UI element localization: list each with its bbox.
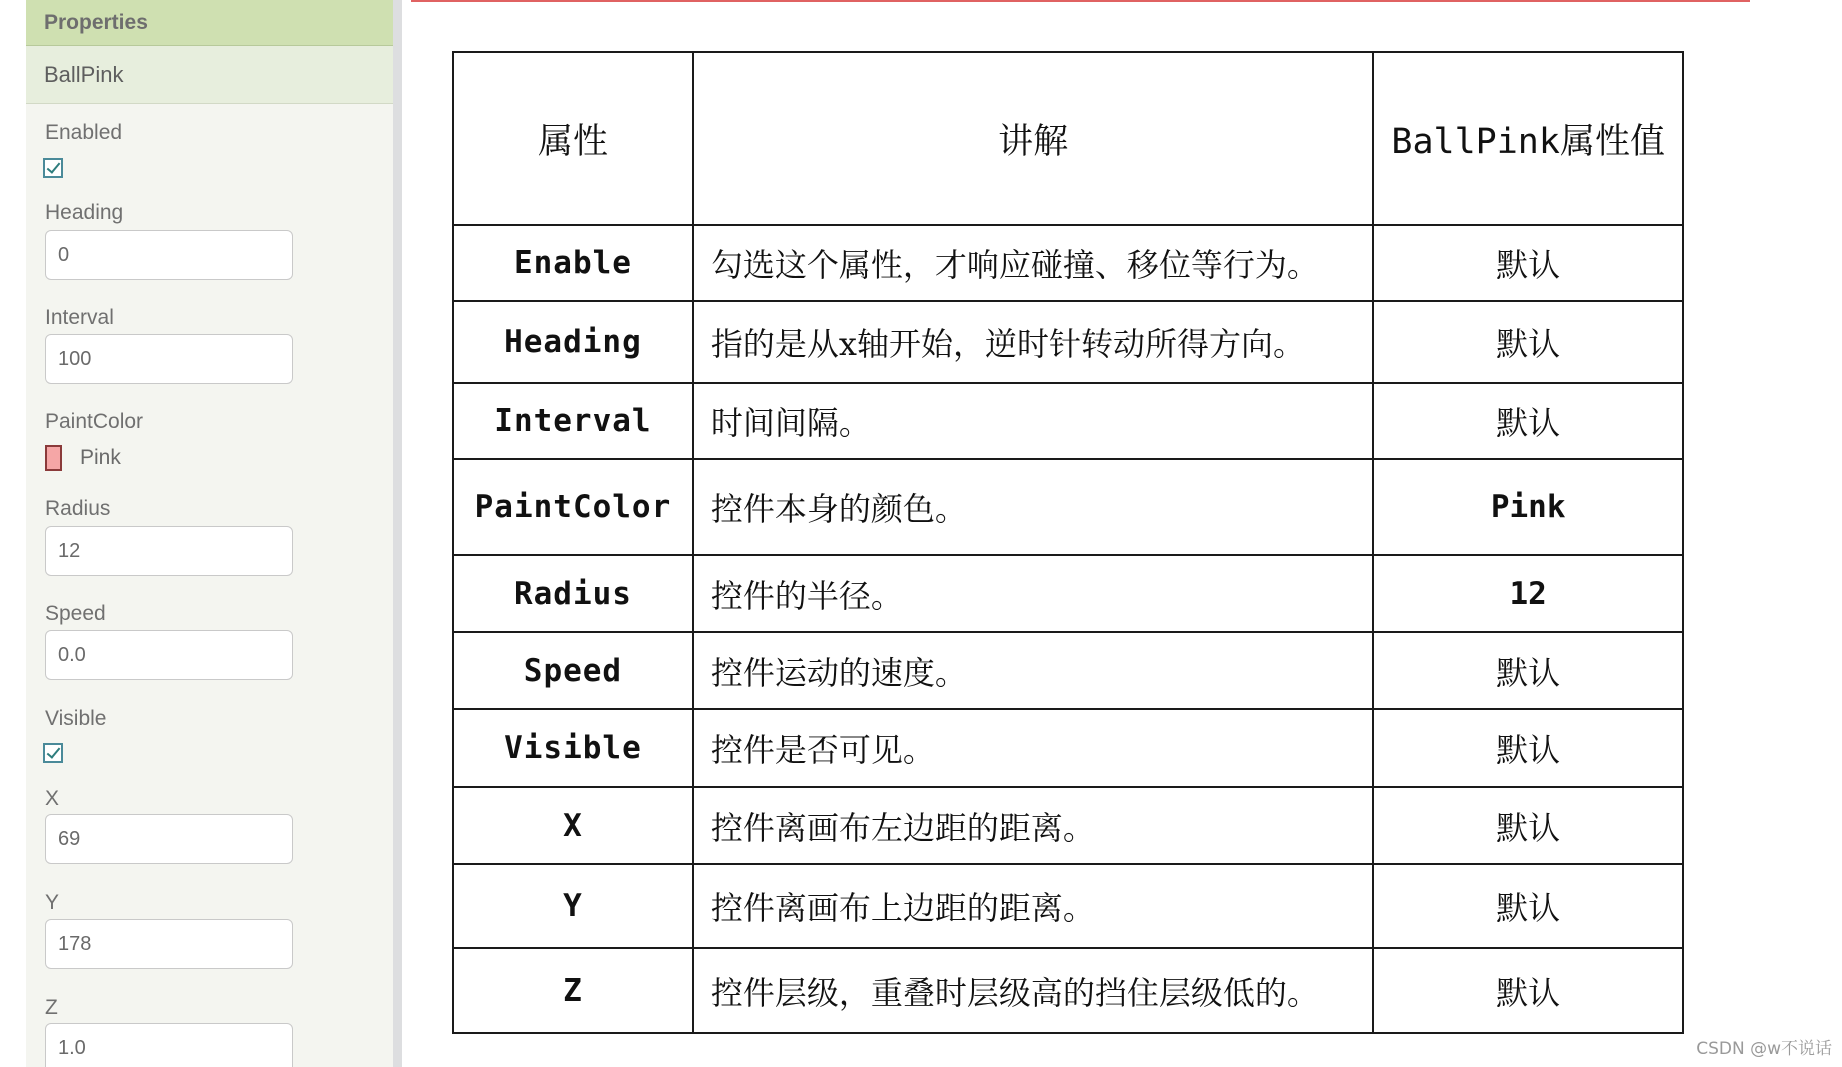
row-value: 默认 [1373, 709, 1683, 787]
visible-label: Visible [45, 707, 107, 730]
table-row [453, 632, 1683, 709]
row-desc: 控件运动的速度。 [693, 632, 1373, 709]
row-desc: 时间间隔。 [693, 383, 1373, 459]
properties-panel [26, 0, 402, 1067]
speed-label: Speed [45, 602, 106, 625]
heading-label: Heading [45, 201, 124, 224]
table-row [453, 864, 1683, 948]
row-name: Heading [453, 301, 693, 383]
row-desc: 控件层级，重叠时层级高的挡住层级低的。 [693, 948, 1373, 1033]
row-name: PaintColor [453, 459, 693, 555]
row-value: 默认 [1373, 301, 1683, 383]
enabled-checkbox[interactable] [43, 158, 63, 178]
row-desc: 控件离画布左边距的距离。 [693, 787, 1373, 864]
row-desc: 勾选这个属性，才响应碰撞、移位等行为。 [693, 225, 1373, 301]
row-value: 默认 [1373, 864, 1683, 948]
interval-input[interactable] [45, 334, 293, 384]
heading-input[interactable] [45, 230, 293, 280]
row-value: 12 [1373, 555, 1683, 632]
visible-checkbox[interactable] [43, 743, 63, 763]
table-row [453, 709, 1683, 787]
table-row [453, 787, 1683, 864]
top-divider [411, 0, 1750, 2]
row-value: 默认 [1373, 948, 1683, 1033]
row-name: Interval [453, 383, 693, 459]
row-desc: 控件的半径。 [693, 555, 1373, 632]
paintcolor-swatch[interactable] [45, 445, 62, 471]
row-desc: 控件是否可见。 [693, 709, 1373, 787]
interval-label: Interval [45, 306, 114, 329]
row-name: Visible [453, 709, 693, 787]
component-name: BallPink [26, 46, 393, 104]
radius-input[interactable] [45, 526, 293, 576]
paintcolor-value[interactable]: Pink [80, 446, 121, 469]
row-name: Z [453, 948, 693, 1033]
row-desc: 指的是从x轴开始，逆时针转动所得方向。 [693, 301, 1373, 383]
header-explanation: 讲解 [693, 52, 1373, 225]
properties-table [452, 51, 1684, 1034]
paintcolor-label: PaintColor [45, 410, 144, 433]
table-header-row [453, 52, 1683, 225]
row-desc: 控件本身的颜色。 [693, 459, 1373, 555]
speed-input[interactable] [45, 630, 293, 680]
x-input[interactable] [45, 814, 293, 864]
row-name: Enable [453, 225, 693, 301]
watermark: CSDN @w不说话 [1696, 1039, 1832, 1059]
radius-label: Radius [45, 497, 111, 520]
row-value: Pink [1373, 459, 1683, 555]
enabled-label: Enabled [45, 121, 123, 144]
row-name: X [453, 787, 693, 864]
table-row [453, 555, 1683, 632]
table-row [453, 948, 1683, 1033]
y-label: Y [45, 891, 60, 914]
table-row [453, 383, 1683, 459]
row-name: Y [453, 864, 693, 948]
header-attribute: 属性 [453, 52, 693, 225]
x-label: X [45, 787, 60, 810]
row-value: 默认 [1373, 632, 1683, 709]
properties-header: Properties [26, 0, 393, 46]
table-row [453, 459, 1683, 555]
table-row [453, 225, 1683, 301]
header-value: BallPink属性值 [1373, 52, 1683, 225]
z-label: Z [45, 996, 58, 1019]
row-value: 默认 [1373, 383, 1683, 459]
row-value: 默认 [1373, 225, 1683, 301]
row-desc: 控件离画布上边距的距离。 [693, 864, 1373, 948]
z-input[interactable] [45, 1023, 293, 1067]
row-name: Radius [453, 555, 693, 632]
table-row [453, 301, 1683, 383]
row-name: Speed [453, 632, 693, 709]
row-value: 默认 [1373, 787, 1683, 864]
y-input[interactable] [45, 919, 293, 969]
